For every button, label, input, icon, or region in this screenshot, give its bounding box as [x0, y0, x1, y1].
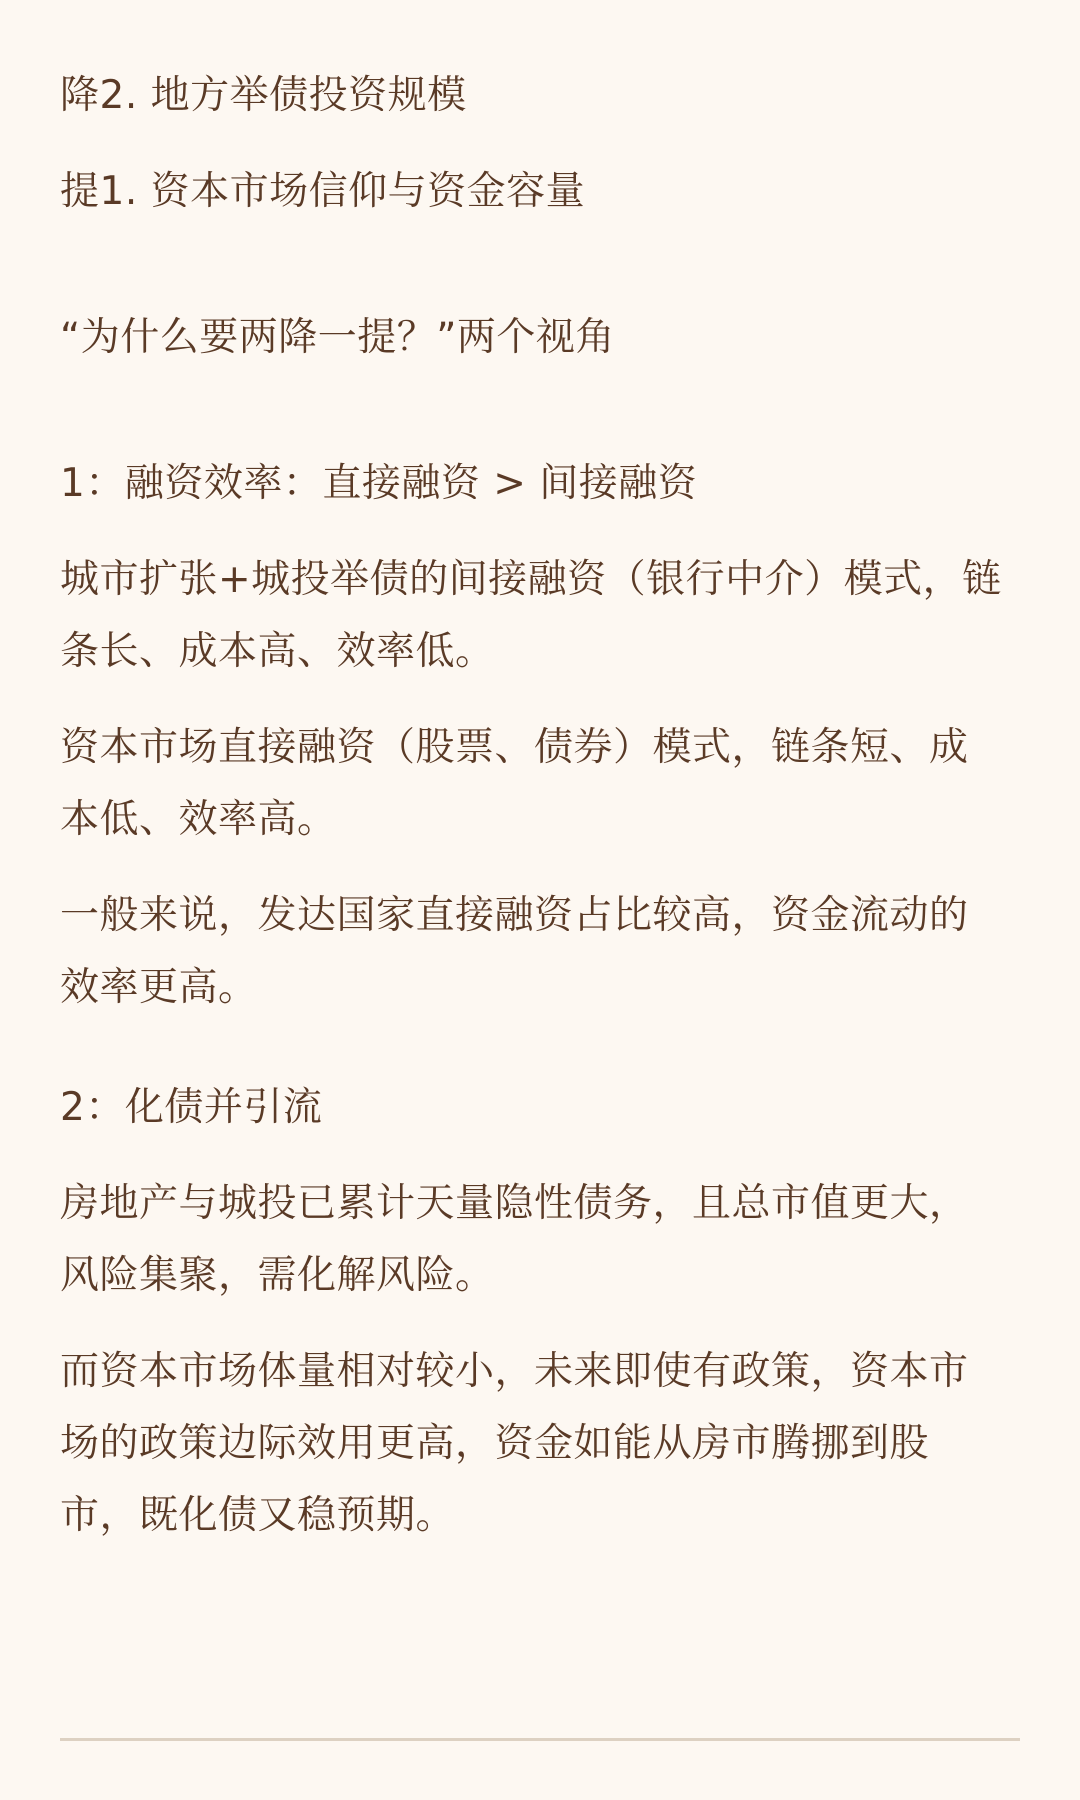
question-heading: “为什么要两降一提？”两个视角: [60, 315, 615, 360]
paragraph-line: 本低、效率高。: [60, 797, 337, 842]
paragraph-line: 风险集聚，需化解风险。: [60, 1253, 495, 1298]
paragraph-line: 一般来说，发达国家直接融资占比较高，资金流动的: [60, 893, 969, 938]
section-1-paragraph-2: [60, 712, 1020, 856]
section-1-paragraph-1: [60, 544, 1020, 688]
bottom-divider: [60, 1738, 1020, 1741]
paragraph-line: 效率更高。: [60, 965, 258, 1010]
section-2-paragraph-1: [60, 1168, 1020, 1312]
section-1-heading: 1：融资效率：直接融资 > 间接融资: [60, 461, 698, 506]
intro-line-1: 降2. 地方举债投资规模: [60, 73, 467, 118]
paragraph-line: 资本市场直接融资（股票、债券）模式，链条短、成: [60, 725, 969, 770]
paragraph-line: 城市扩张+城投举债的间接融资（银行中介）模式，链: [60, 557, 1002, 602]
spacer: [60, 132, 1020, 156]
spacer: [60, 1048, 1020, 1072]
paragraph-line: 场的政策边际效用更高，资金如能从房市腾挪到股: [60, 1421, 930, 1466]
article-body: [60, 60, 1020, 1576]
spacer: [60, 228, 1020, 302]
section-2-heading: 2：化债并引流: [60, 1085, 323, 1130]
section-1-paragraph-3: [60, 880, 1020, 1024]
spacer: [60, 1144, 1020, 1168]
section-2-paragraph-2: [60, 1336, 1020, 1552]
paragraph-line: 而资本市场体量相对较小，未来即使有政策，资本市: [60, 1349, 969, 1394]
paragraph-line: 市，既化债又稳预期。: [60, 1493, 456, 1538]
paragraph-line: 房地产与城投已累计天量隐性债务，且总市值更大，: [60, 1181, 969, 1226]
spacer: [60, 520, 1020, 544]
intro-line-2: 提1. 资本市场信仰与资金容量: [60, 169, 586, 214]
paragraph-line: 条长、成本高、效率低。: [60, 629, 495, 674]
spacer: [60, 374, 1020, 448]
